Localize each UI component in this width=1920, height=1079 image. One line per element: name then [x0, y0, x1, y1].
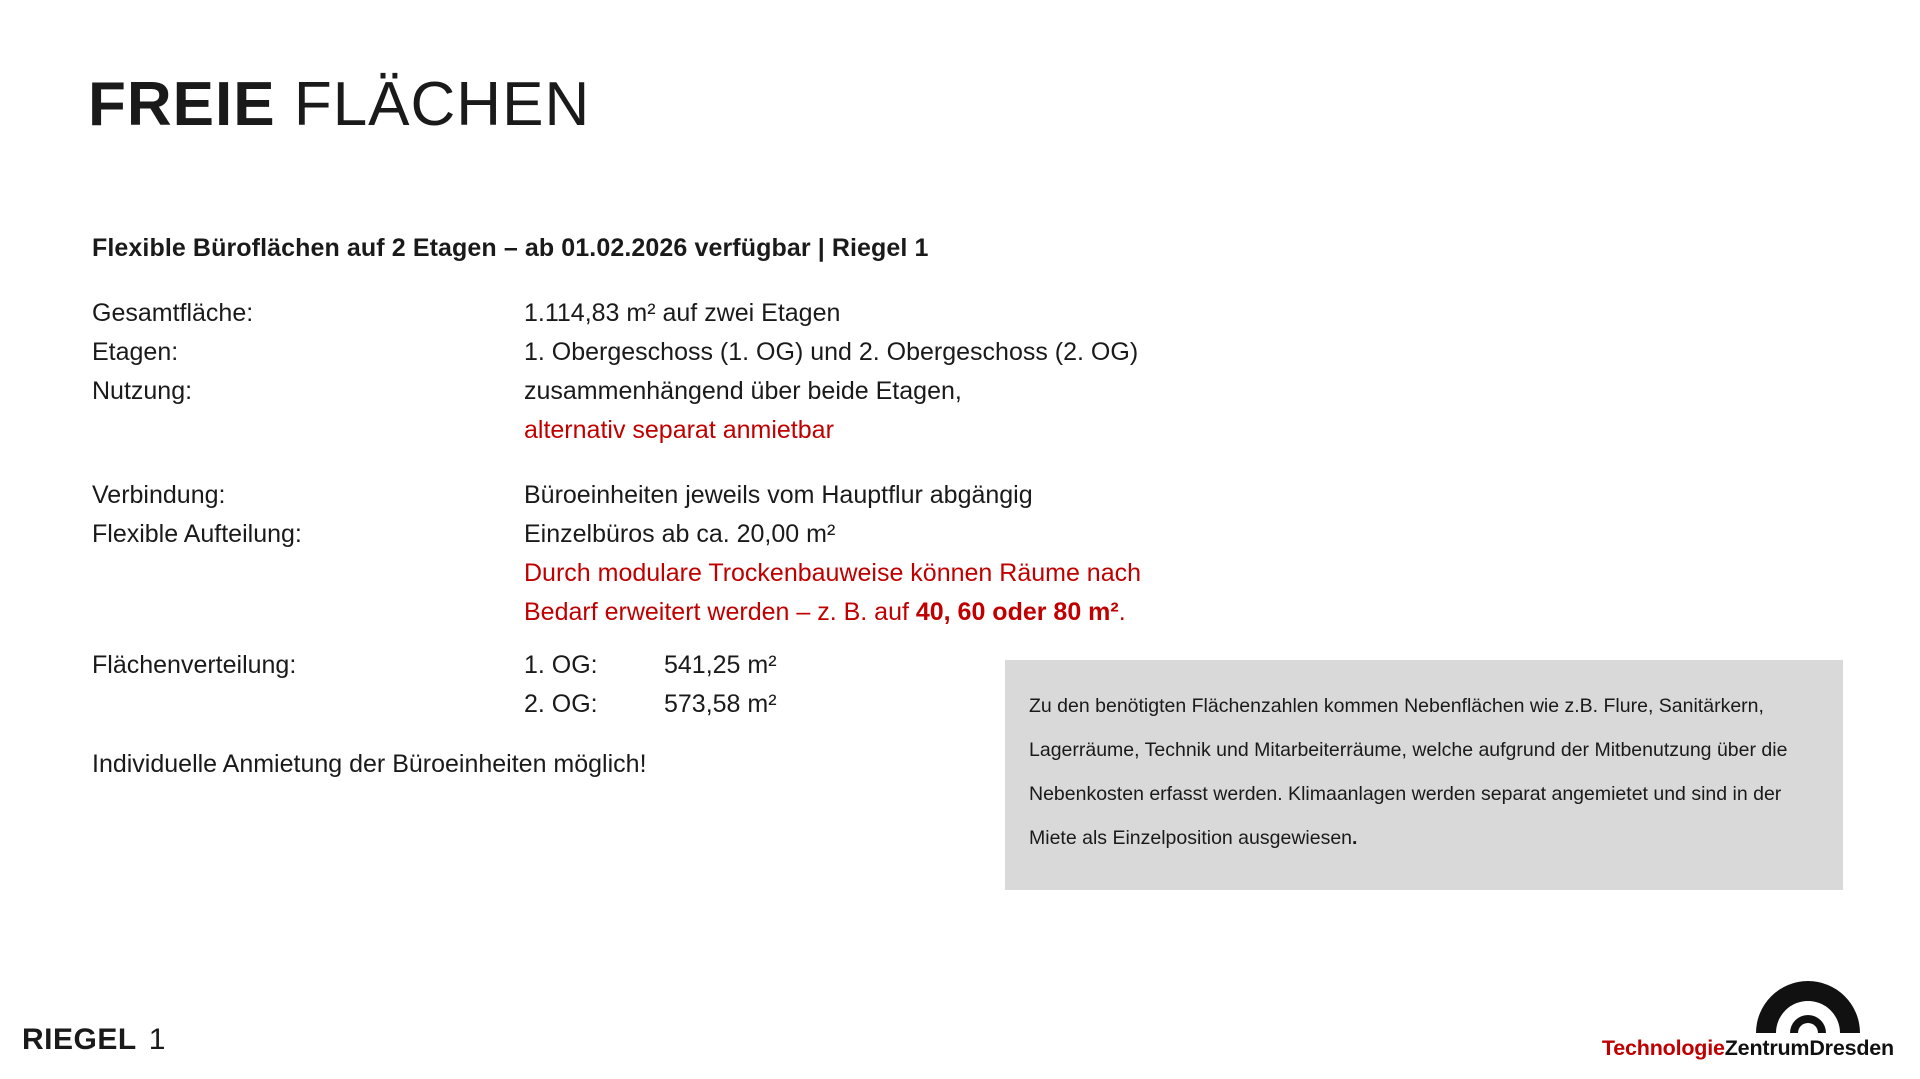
spec-row [92, 476, 1141, 515]
accent-note-bold: 40, 60 oder 80 m² [915, 598, 1119, 626]
spec-group-layout [92, 476, 1141, 632]
distribution-label: Flächenverteilung: [92, 651, 297, 679]
closing-statement: Individuelle Anmietung der Büroeinheiten möglich! [92, 750, 647, 778]
logo-text-black-2: Dresden [1809, 1036, 1894, 1060]
spec-value: Büroeinheiten jeweils vom Hauptflur abgängig [524, 481, 1033, 509]
spec-value-accent: alternativ separat anmietbar [524, 416, 834, 444]
spec-value: Einzelbüros ab ca. 20,00 m² [524, 520, 836, 548]
tzd-arch-icon [1752, 971, 1864, 1033]
logo [1601, 971, 1894, 1063]
note-box-text-bold: . [1352, 827, 1358, 849]
footer-riegel [22, 1023, 166, 1057]
accent-note-line-1: Durch modulare Trockenbauweise können Räume nach [524, 559, 1142, 587]
distribution-area: 573,58 m² [664, 690, 777, 718]
spec-group-distribution [92, 646, 777, 724]
spec-row-accent [92, 411, 1138, 450]
footer-number: 1 [148, 1023, 166, 1056]
spec-row-accent [92, 554, 1141, 593]
spec-label: Verbindung: [92, 481, 226, 509]
distribution-floor: 1. OG: [524, 651, 598, 679]
accent-note-pre: Bedarf erweitert werden – z. B. auf [524, 598, 916, 626]
page-title [88, 72, 590, 137]
spec-row [92, 333, 1138, 372]
page-subtitle: Flexible Büroflächen auf 2 Etagen – ab 01.02.2026 verfügbar | Riegel 1 [92, 234, 929, 262]
spec-label: Etagen: [92, 338, 179, 366]
spec-label: Gesamtfläche: [92, 299, 254, 327]
spec-label: Flexible Aufteilung: [92, 520, 302, 548]
spec-label: Nutzung: [92, 377, 193, 405]
spec-value: 1. Obergeschoss (1. OG) und 2. Obergeschoss (2. OG) [524, 338, 1139, 366]
logo-text-black-1: Zentrum [1724, 1036, 1810, 1060]
logo-wordmark [1602, 1036, 1894, 1061]
distribution-row [92, 646, 777, 685]
spec-row [92, 294, 1138, 333]
distribution-floor: 2. OG: [524, 690, 598, 718]
spec-row [92, 515, 1141, 554]
distribution-area: 541,25 m² [664, 651, 777, 679]
spec-row-accent [92, 593, 1141, 632]
spec-row [92, 372, 1138, 411]
distribution-row [92, 685, 777, 724]
accent-note-line-2 [524, 593, 1126, 632]
logo-text-red: Technologie [1601, 1036, 1725, 1060]
note-box-text: Zu den benötigten Flächenzahlen kommen Nebenflächen wie z.B. Flure, Sanitärkern, Lagerräume, Technik und Mitarbeiterräume, welche aufgrund der Mitbenutzung über die Nebenkosten erfasst werden. Klimaanlagen werden separat angemietet und sind in der Miete als Einzelposition ausgewiesen [1029, 695, 1788, 849]
page-title-bold: FREIE [88, 70, 276, 139]
spec-value: zusammenhängend über beide Etagen, [524, 377, 962, 405]
page-title-light: FLÄCHEN [293, 70, 591, 139]
spec-value: 1.114,83 m² auf zwei Etagen [524, 299, 841, 327]
note-box [1005, 660, 1843, 890]
spec-group-general [92, 294, 1138, 450]
footer-label: RIEGEL [22, 1023, 137, 1056]
accent-note-post: . [1118, 598, 1126, 626]
